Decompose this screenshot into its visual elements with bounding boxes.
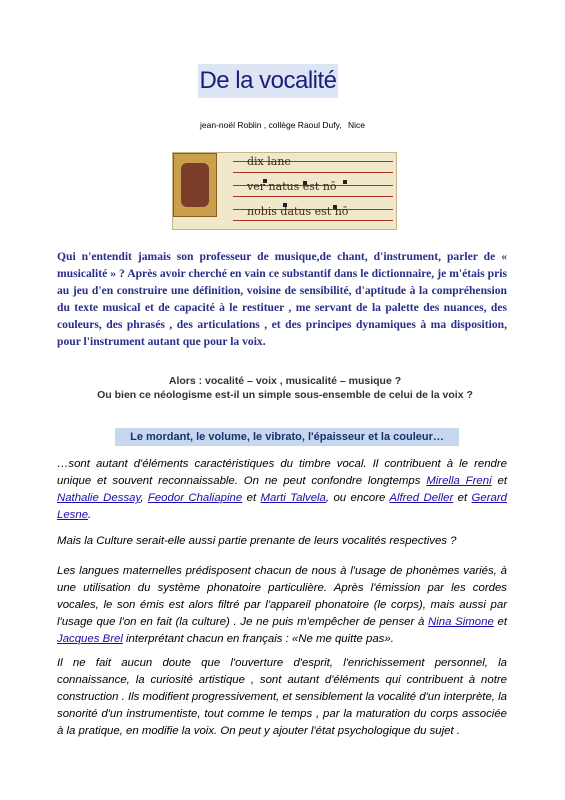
link-nathalie-dessay[interactable]: Nathalie Dessay xyxy=(57,492,141,504)
paragraph-culture: Mais la Culture serait-elle aussi partie prenante de leurs vocalités respectives ? xyxy=(57,535,457,547)
link-nina-simone[interactable]: Nina Simone xyxy=(428,616,494,628)
manuscript-illumination xyxy=(172,152,397,230)
author-city: Nice xyxy=(347,120,365,130)
illuminated-initial xyxy=(173,153,217,217)
manuscript-text: ver natus est nō xyxy=(247,180,337,193)
paragraph-languages: Les langues maternelles prédisposent chacun de nous à l'usage de phonèmes variés, à une utilisation du système phonatoire particulière. Après l'émission par les cordes vocales, le son émis est alors filtré par l'appareil phonatoire (le corps), mais aussi par l'usage que l'on en fait (la culture) . Je ne puis m'empêcher de penser à Nina Simone et Jacques Brel interprétant chacun en français : «Ne me quitte pas». xyxy=(57,565,507,645)
paragraph-timbre: …sont autant d'éléments caractéristiques du timbre vocal. Il contribuent à le rendre unique et souvent reconnaissable. On ne peut confondre longtemps Mirella Freni et Nathalie Dessay, Feodor Chaliapine et Marti Talvela, ou encore Alfred Deller et Gerard Lesne. xyxy=(57,458,507,521)
link-jacques-brel[interactable]: Jacques Brel xyxy=(57,633,123,645)
link-feodor-chaliapine[interactable]: Feodor Chaliapine xyxy=(147,492,243,504)
author-line xyxy=(0,120,565,130)
link-gerard-lesne[interactable]: Gerard Lesne xyxy=(57,492,507,521)
link-mirella-freni[interactable]: Mirella Freni xyxy=(426,475,492,487)
link-alfred-deller[interactable]: Alfred Deller xyxy=(389,492,454,504)
question-line: Ou bien ce néologisme est-il un simple sous-ensemble de celui de la voix ? xyxy=(97,389,473,401)
highlight-heading: Le mordant, le volume, le vibrato, l'épaisseur et la couleur… xyxy=(115,428,459,446)
intro-paragraph: Qui n'entendit jamais son professeur de musique,de chant, d'instrument, parler de « musicalité » ? Après avoir cherché en vain ce substantif dans le dictionnaire, je m'étais pris au jeu d'en construire une définition, voisine de sensibilité, d'aptitude à la compréhension du texte musical et de capacité à le restituer , me servant de la palette des nuances, des couleurs, des phrasés , des articulations , et des principes dynamiques à ma disposition, pour l'instrument autant que pour la voix. xyxy=(57,250,507,348)
paragraph-openness: Il ne fait aucun doute que l'ouverture d'esprit, l'enrichissement personnel, la connaissance, la curiosité artistique , sont autant d'éléments qui contribuent à notre construction . Ils modifient progressivement, et sensiblement la vocalité d'un interprète, la sonorité d'un instrumentiste, tout comme le temps , par la maturation du corps associée à la pratique, en modifie la voix. On peut y ajouter l'état psychologique du sujet . xyxy=(57,657,507,737)
link-marti-talvela[interactable]: Marti Talvela xyxy=(260,492,326,504)
author-name: jean-noël Roblin , collège Raoul Dufy, xyxy=(200,120,342,130)
manuscript-text: dix lane xyxy=(247,155,291,168)
question-line: Alors : vocalité – voix , musicalité – musique ? xyxy=(168,375,402,387)
manuscript-text: nobis datus est nō xyxy=(247,205,349,218)
page-title: De la vocalité xyxy=(198,64,338,98)
